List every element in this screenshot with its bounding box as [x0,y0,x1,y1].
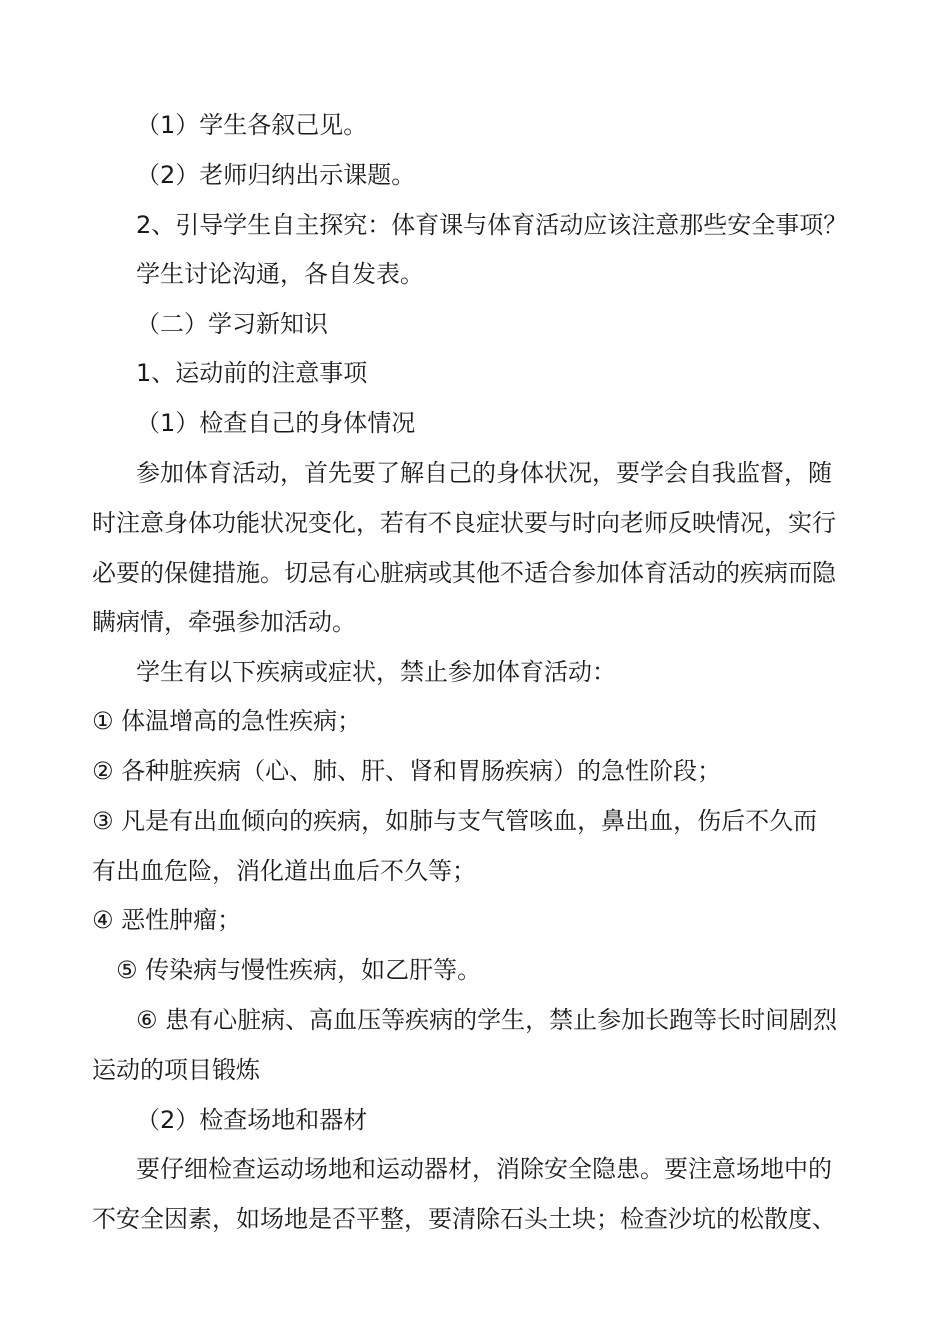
list-item-6: ⑥ 患有心脏病、高血压等疾病的学生，禁止参加长跑等长时间剧烈 [136,1006,838,1034]
list-item-2: ② 各种脏疾病（心、肺、肝、肾和胃肠疾病）的急性阶段； [92,757,722,785]
paragraph2-line-1: 要仔细检查运动场地和运动器材，消除安全隐患。要注意场地中的 [136,1155,832,1183]
list-item-5: ⑤ 传染病与慢性疾病，如乙肝等。 [116,956,482,984]
text-line-4: 学生讨论沟通，各自发表。 [136,260,424,288]
subsection-heading: 1、运动前的注意事项 [136,359,368,387]
list-item-3: ③ 凡是有出血倾向的疾病，如肺与支气管咳血，鼻出血，伤后不久而 [92,807,818,835]
paragraph-line-4: 瞒病情，牵强参加活动。 [92,608,356,636]
paragraph-line-2: 时注意身体功能状况变化，若有不良症状要与时向老师反映情况，实行 [92,509,836,537]
text-line-2: （2）老师归纳出示课题。 [136,161,416,189]
section-heading: （二）学习新知识 [136,310,328,338]
list-item-4: ④ 恶性肿瘤； [92,906,242,934]
paragraph2-line-2: 不安全因素，如场地是否平整，要清除石头土块；检查沙坑的松散度、 [92,1205,836,1233]
list-item-6-continued: 运动的项目锻炼 [92,1056,260,1084]
list-intro: 学生有以下疾病或症状，禁止参加体育活动： [136,658,616,686]
item-heading-2: （2）检查场地和器材 [136,1106,368,1134]
paragraph-line-3: 必要的保健措施。切忌有心脏病或其他不适合参加体育活动的疾病而隐 [92,559,836,587]
text-line-1: （1）学生各叙己见。 [136,111,368,139]
list-item-3-continued: 有出血危险，消化道出血后不久等； [92,857,476,885]
text-line-3: 2、引导学生自主探究：体育课与体育活动应该注意那些安全事项？ [136,211,848,239]
item-heading-1: （1）检查自己的身体情况 [136,409,416,437]
list-item-1: ① 体温增高的急性疾病； [92,707,362,735]
paragraph-line-1: 参加体育活动，首先要了解自己的身体状况，要学会自我监督，随 [136,459,832,487]
